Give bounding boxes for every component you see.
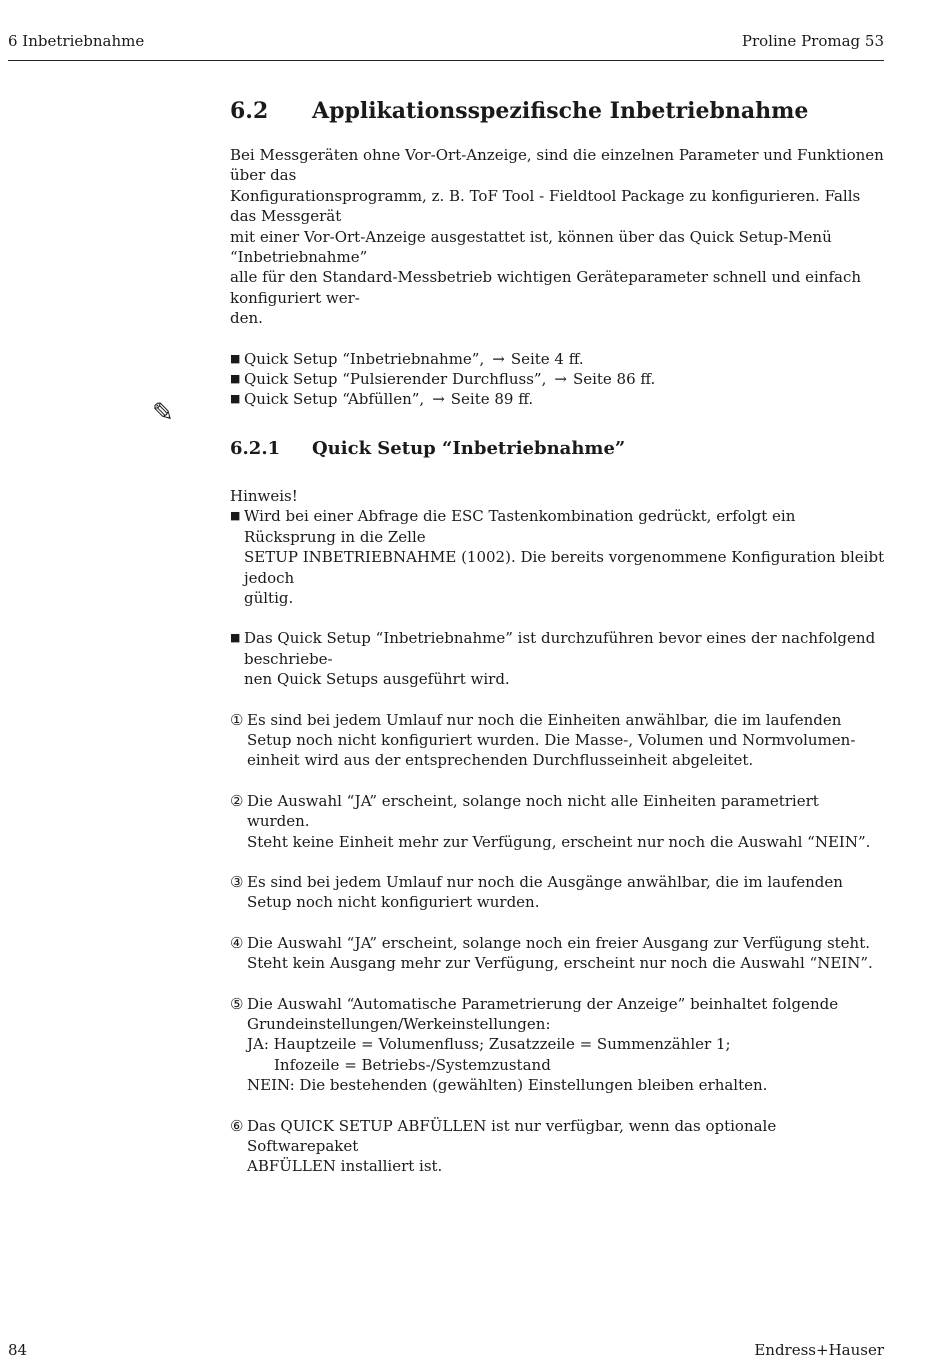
intro-paragraph (230, 145, 886, 329)
numbered-note (230, 710, 886, 771)
arrow-right-icon: → (492, 349, 505, 368)
page-number: 84 (8, 1341, 28, 1359)
bullet-icon: ■ (230, 392, 241, 406)
list-item (230, 389, 886, 409)
note-line: Infozeile = Betriebs-/Systemzustand (274, 1055, 551, 1074)
section-heading (230, 96, 886, 126)
note-line: Setup noch nicht konfiguriert wurden. (247, 893, 540, 912)
header-divider (8, 60, 884, 61)
intro-line: mit einer Vor-Ort-Anzeige ausgestattet ist, können über das Quick Setup-Menü “Inbetriebnahme” (230, 227, 832, 267)
note-line: Grundeinstellungen/Werkeinstellungen: (247, 1015, 551, 1033)
numbered-note (230, 1116, 886, 1177)
note-block (230, 486, 886, 1177)
note-line: Steht keine Einheit mehr zur Verfügung, erscheint nur noch die Auswahl “NEIN”. (247, 832, 871, 851)
intro-line: den. (230, 309, 263, 328)
page-reference-link[interactable]: Seite 86 ff. (572, 370, 656, 389)
circled-number: ④ (230, 933, 244, 952)
pencil-icon: ✎ (152, 398, 174, 428)
note-line: Das QUICK SETUP ABFÜLLEN ist nur verfügbar, wenn das optionale Softwarepaket (247, 1116, 777, 1156)
quick-setup-list (230, 349, 886, 410)
bullet-icon: ■ (230, 631, 241, 645)
note-line: Die Auswahl “JA” erscheint, solange noch ein freier Ausgang zur Verfügung steht. (247, 933, 871, 952)
bullet-icon: ■ (230, 372, 241, 386)
note-line: Die Auswahl “JA” erscheint, solange noch nicht alle Einheiten parametriert wurden. (247, 791, 819, 831)
arrow-right-icon: → (554, 370, 567, 389)
note-line: Steht kein Ausgang mehr zur Verfügung, erscheint nur noch die Auswahl “NEIN”. (247, 954, 873, 973)
list-item-text: Quick Setup “Pulsierender Durchfluss”, (244, 370, 547, 389)
note-line: SETUP INBETRIEBNAHME (1002). Die bereits vorgenommene Konfiguration bleibt jedoch (244, 548, 885, 587)
bullet-icon: ■ (230, 509, 241, 523)
note-bullet (230, 628, 886, 689)
note-line: Wird bei einer Abfrage die ESC Tastenkombination gedrückt, erfolgt ein Rücksprung in die Zelle (244, 507, 796, 546)
note-line: Es sind bei jedem Umlauf nur noch die Einheiten anwählbar, die im laufenden (247, 710, 842, 729)
note-line: Die Auswahl “Automatische Parametrierung der Anzeige” beinhaltet folgende (247, 994, 839, 1013)
intro-line: alle für den Standard-Messbetrieb wichtigen Geräteparameter schnell und einfach konfiguriert wer- (230, 268, 862, 307)
note-line: NEIN: Die bestehenden (gewählten) Einstellungen bleiben erhalten. (247, 1076, 768, 1095)
list-item-text: Quick Setup “Abfüllen”, (244, 390, 425, 409)
page-reference-link[interactable]: Seite 4 ff. (510, 349, 584, 368)
intro-line: Bei Messgeräten ohne Vor-Ort-Anzeige, sind die einzelnen Parameter und Funktionen über das (230, 146, 884, 185)
note-line: gültig. (244, 588, 294, 607)
note-line: ABFÜLLEN installiert ist. (247, 1157, 443, 1176)
arrow-right-icon: → (432, 390, 445, 409)
circled-number: ① (230, 710, 244, 729)
section-number: 6.2 (230, 98, 269, 124)
note-bullet (230, 506, 886, 608)
numbered-note (230, 933, 886, 974)
circled-number: ⑥ (230, 1116, 244, 1135)
numbered-note (230, 872, 886, 913)
note-line: JA: Hauptzeile = Volumenfluss; Zusatzzeile = Summenzähler 1; (247, 1035, 731, 1054)
subsection-title: Quick Setup “Inbetriebnahme” (312, 437, 626, 459)
note-line: nen Quick Setups ausgeführt wird. (244, 670, 510, 689)
header-product: Proline Promag 53 (741, 32, 884, 50)
subsection-number: 6.2.1 (230, 437, 281, 459)
bullet-icon: ■ (230, 351, 241, 365)
numbered-note (230, 994, 886, 1096)
note-label: Hinweis! (230, 486, 298, 505)
main-content (230, 96, 886, 1177)
numbered-note (230, 791, 886, 852)
header-chapter: 6 Inbetriebnahme (8, 32, 145, 50)
circled-number: ② (230, 791, 244, 810)
list-item (230, 369, 886, 389)
page-header (8, 32, 884, 54)
circled-number: ⑤ (230, 994, 244, 1013)
intro-line: Konfigurationsprogramm, z. B. ToF Tool - Fieldtool Package zu konfigurieren. Falls das Messgerät (230, 186, 861, 226)
brand-name: Endress+Hauser (754, 1341, 884, 1359)
note-line: Es sind bei jedem Umlauf nur noch die Ausgänge anwählbar, die im laufenden (247, 872, 843, 891)
page-reference-link[interactable]: Seite 89 ff. (450, 390, 534, 409)
list-item (230, 349, 886, 369)
section-title: Applikationsspezifische Inbetriebnahme (312, 98, 809, 124)
note-line: einheit wird aus der entsprechenden Durchflusseinheit abgeleitet. (247, 751, 754, 770)
list-item-text: Quick Setup “Inbetriebnahme”, (244, 349, 485, 368)
subsection-heading (230, 436, 886, 462)
note-line: Setup noch nicht konfiguriert wurden. Die Masse-, Volumen und Normvolumen- (247, 730, 856, 749)
note-line: Das Quick Setup “Inbetriebnahme” ist durchzuführen bevor eines der nachfolgend beschriebe- (244, 629, 876, 668)
circled-number: ③ (230, 872, 244, 891)
